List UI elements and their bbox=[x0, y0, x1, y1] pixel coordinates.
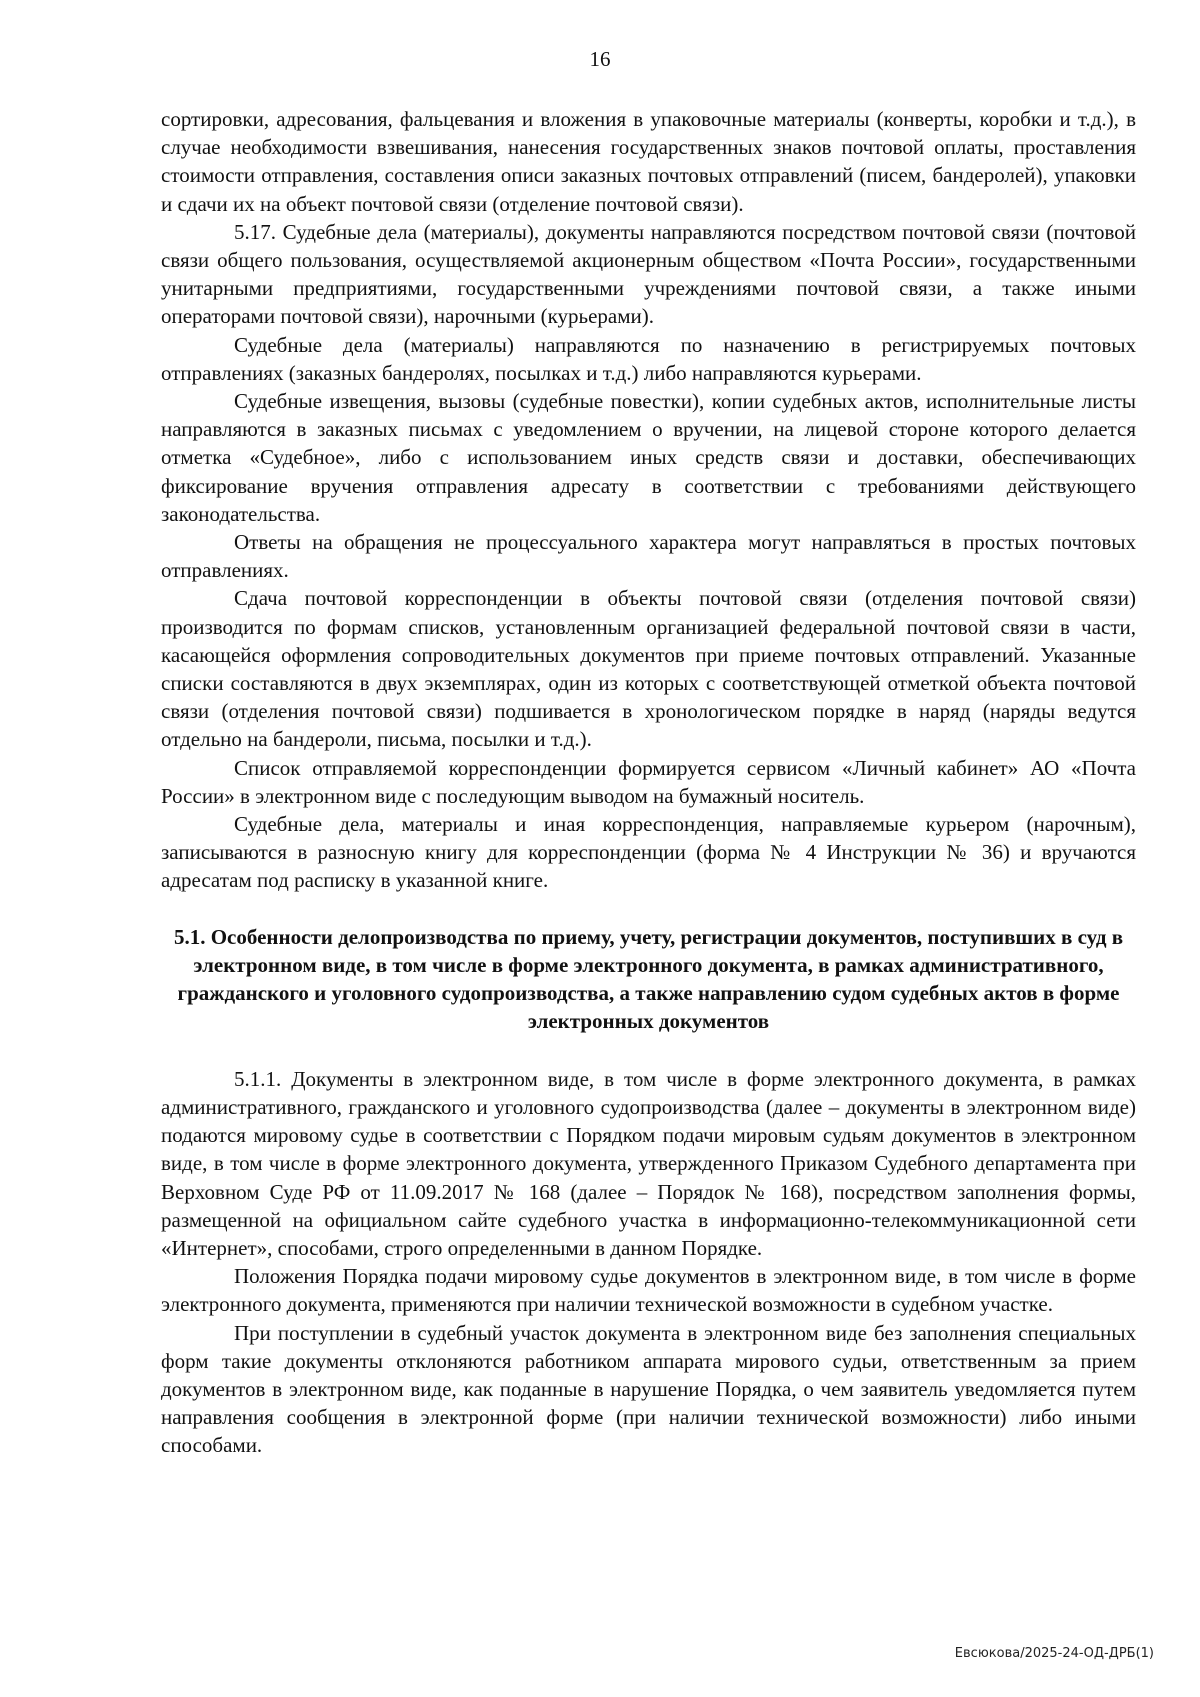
paragraph: Сдача почтовой корреспонденции в объекты почтовой связи (отделения почтовой связи) производится по формам списков, установленным организацией федеральной почтовой связи в части, касающейся оформления сопроводительных документов при приеме почтовых отправлений. Указанные списки составляются в двух экземплярах, один из которых с соответствующей отметкой объекта почтовой связи (отделения почтовой связи) подшивается в хронологическом порядке в наряд (наряды ведутся отдельно на бандероли, письма, посылки и т.д.). bbox=[161, 586, 1136, 752]
paragraph: Судебные дела, материалы и иная корреспонденция, направляемые курьером (нарочным), записываются в разносную книгу для корреспонденции (форма № 4 Инструкции № 36) и вручаются адресатам под расписку в указанной книге. bbox=[161, 812, 1136, 893]
page-number: 16 bbox=[589, 47, 611, 71]
document-reference: Евсюкова/2025-24-ОД-ДРБ(1) bbox=[954, 1646, 1154, 1661]
paragraph: Судебные извещения, вызовы (судебные повестки), копии судебных актов, исполнительные листы направляются в заказных письмах с уведомлением о вручении, на лицевой стороне которого делается отметка «Судебное», либо с использованием иных средств связи и доставки, обеспечивающих фиксирование вручения отправления адресату в соответствии с требованиями действующего законодательства. bbox=[161, 389, 1136, 526]
section-paragraph: При поступлении в судебный участок документа в электронном виде без заполнения специальных форм такие документы отклоняются работником аппарата мирового судьи, ответственным за прием документов в электронном виде, как поданные в нарушение Порядка, о чем заявитель уведомляется путем направления сообщения в электронной форме (при наличии технической возможности) либо иными способами. bbox=[161, 1320, 1136, 1458]
section-heading: 5.1. Особенности делопроизводства по приему, учету, регистрации документов, поступивших в суд в электронном виде, в том числе в форме электронного документа, в рамках административного, гражданского и уголовного судопроизводства, а также направлению судом судебных актов в форме электронных документов bbox=[173, 924, 1124, 1033]
paragraph: Судебные дела (материалы) направляются по назначению в регистрируемых почтовых отправлениях (заказных бандеролях, посылках и т.д.) либо направляются курьерами. bbox=[161, 332, 1136, 385]
document-body bbox=[161, 105, 1136, 1460]
section-paragraph: 5.1.1. Документы в электронном виде, в том числе в форме электронного документа, в рамках административного, гражданского и уголовного судопроизводства (далее – документы в электронном виде) подаются мировому судье в соответствии с Порядком подачи мировым судьям документов в электронном виде, в том числе в форме электронного документа, утвержденного Приказом Судебного департамента при Верховном Суде РФ от 11.09.2017 № 168 (далее – Порядок № 168), посредством заполнения формы, размещенной на официальном сайте судебного участка в информационно-телекоммуникационной сети «Интернет», способами, строго определенными в данном Порядке. bbox=[161, 1066, 1136, 1260]
paragraph: 5.17. Судебные дела (материалы), документы направляются посредством почтовой связи (почтовой связи общего пользования, осуществляемой акционерным обществом «Почта России», государственными унитарными предприятиями, государственными учреждениями почтовой связи, а также иными операторами почтовой связи), нарочными (курьерами). bbox=[161, 219, 1136, 329]
paragraph: сортировки, адресования, фальцевания и вложения в упаковочные материалы (конверты, коробки и т.д.), в случае необходимости взвешивания, нанесения государственных знаков почтовой оплаты, проставления стоимости отправления, составления описи заказных почтовых отправлений (писем, бандеролей), упаковки и сдачи их на объект почтовой связи (отделение почтовой связи). bbox=[161, 107, 1136, 216]
paragraph: Ответы на обращения не процессуального характера могут направляться в простых почтовых отправлениях. bbox=[161, 530, 1136, 583]
paragraph: Список отправляемой корреспонденции формируется сервисом «Личный кабинет» АО «Почта России» в электронном виде с последующим выводом на бумажный носитель. bbox=[161, 755, 1136, 808]
section-paragraph: Положения Порядка подачи мировому судье документов в электронном виде, в том числе в форме электронного документа, применяются при наличии технической возможности в судебном участке. bbox=[161, 1264, 1136, 1317]
